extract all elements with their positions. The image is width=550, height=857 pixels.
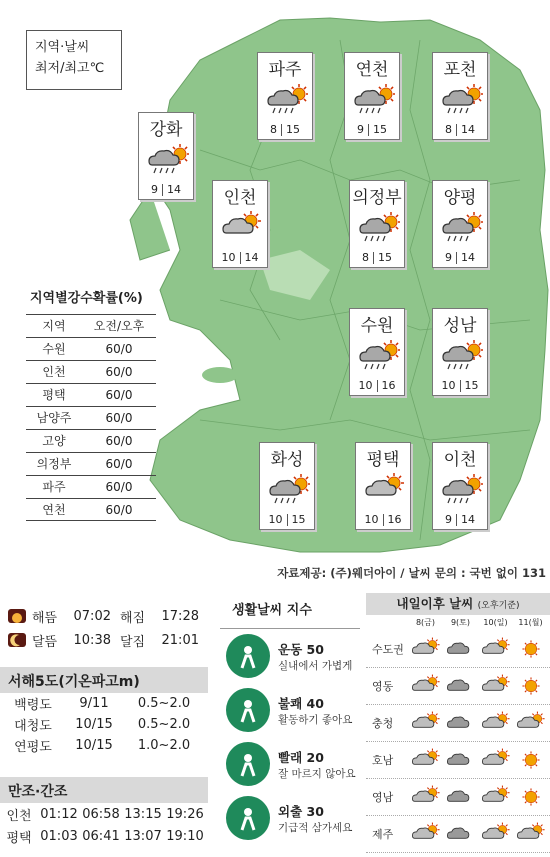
rain-region: 의정부 — [36, 457, 72, 471]
rain-region: 평택 — [42, 388, 66, 402]
rain-probability: 60/0 — [105, 388, 133, 402]
wave-height: 1.0~2.0 — [137, 738, 191, 753]
forecast-day: 11(월) — [518, 618, 543, 627]
island-name: 대청도 — [14, 719, 52, 734]
life-index-text — [278, 748, 356, 781]
city-name: 성남 — [443, 316, 477, 336]
rain-table-header — [26, 314, 156, 337]
rain-region: 연천 — [42, 503, 66, 517]
city-card — [432, 180, 488, 268]
table-row — [0, 693, 208, 714]
tide-location: 평택 — [6, 830, 32, 846]
rain-probability: 60/0 — [105, 434, 133, 448]
city-card — [349, 308, 405, 396]
cloud-sun-icon — [478, 782, 513, 812]
city-card — [432, 52, 488, 140]
moonrise-label: 달뜸 — [32, 634, 58, 650]
rain-probability-table — [26, 287, 156, 521]
city-card — [259, 442, 315, 530]
forecast-day: 9(토) — [450, 618, 471, 627]
sunrise-time: 07:02 — [73, 608, 111, 624]
city-name: 인천 — [223, 188, 257, 208]
cloud-sun-icon — [408, 782, 443, 812]
forecast-region: 호남 — [372, 754, 394, 767]
rain-sun-icon — [441, 339, 483, 371]
city-low-temp: 9 — [445, 513, 452, 526]
data-credit: 자료제공: (주)웨더아이 / 날씨 문의 : 국번 없이 131 — [277, 566, 546, 580]
city-card — [344, 52, 400, 140]
city-name: 연천 — [355, 60, 389, 80]
city-name: 수원 — [360, 316, 394, 336]
table-row — [366, 668, 550, 705]
city-name: 파주 — [268, 60, 302, 80]
city-low-temp: 10 — [441, 379, 456, 392]
cloud-icon — [443, 782, 478, 812]
city-high-temp: 14 — [461, 251, 475, 264]
city-card — [432, 308, 488, 396]
city-name: 평택 — [366, 450, 400, 470]
rain-sun-icon — [441, 473, 483, 505]
moon-row — [8, 628, 208, 652]
rain-probability: 60/0 — [105, 342, 133, 356]
rain-probability: 60/0 — [105, 365, 133, 379]
life-index-desc: 잘 마르지 않아요 — [278, 767, 356, 780]
cloud-sun-icon — [513, 819, 548, 849]
city-low-temp: 9 — [445, 251, 452, 264]
city-high-temp: 15 — [286, 123, 300, 136]
city-card — [349, 180, 405, 268]
cloud-sun-icon — [513, 708, 548, 738]
list-item — [220, 683, 360, 737]
sun-icon — [8, 609, 26, 623]
city-card — [138, 112, 194, 200]
city-temps — [213, 251, 267, 264]
rain-probability: 60/0 — [105, 457, 133, 471]
city-low-temp: 10 — [268, 513, 283, 526]
island-temp: 9/11 — [79, 696, 109, 711]
table-row — [366, 742, 550, 779]
cloud-icon — [443, 671, 478, 701]
table-row — [0, 803, 208, 825]
future-forecast-panel — [366, 593, 550, 853]
city-high-temp: 14 — [244, 251, 259, 264]
life-index-desc: 활동하기 좋아요 — [278, 713, 353, 726]
tide-table — [0, 803, 208, 847]
city-low-temp: 10 — [221, 251, 236, 264]
city-temps — [260, 513, 314, 526]
life-index-text — [278, 802, 352, 835]
life-index-title: 생활날씨 지수 — [220, 593, 360, 629]
city-high-temp: 15 — [378, 251, 392, 264]
city-high-temp: 15 — [291, 513, 306, 526]
city-temps — [139, 183, 193, 196]
island-name: 연평도 — [14, 740, 52, 755]
forecast-day: 8(금) — [415, 618, 436, 627]
city-low-temp: 10 — [358, 379, 373, 392]
cloud-sun-icon — [478, 634, 513, 664]
city-high-temp: 15 — [464, 379, 479, 392]
table-row — [26, 429, 156, 452]
legend-line-2: 최저/최고℃ — [35, 61, 105, 76]
rain-region: 파주 — [42, 480, 66, 494]
table-row — [366, 816, 550, 853]
city-low-temp: 8 — [362, 251, 369, 264]
table-row — [0, 735, 208, 756]
cloud-icon — [443, 634, 478, 664]
city-card — [212, 180, 268, 268]
outing-icon — [226, 796, 270, 840]
life-index-name: 외출 30 — [278, 803, 324, 819]
city-low-temp: 8 — [270, 123, 277, 136]
sunset-label: 해짐 — [120, 610, 146, 626]
city-high-temp: 14 — [461, 123, 475, 136]
tide-time: 19:10 — [166, 828, 204, 844]
city-high-temp: 16 — [387, 513, 402, 526]
city-low-temp: 9 — [151, 183, 158, 196]
life-index-name: 빨래 20 — [278, 749, 324, 765]
rain-sun-icon — [441, 83, 483, 115]
future-rows — [366, 631, 550, 853]
rain-sun-icon — [147, 143, 189, 175]
future-subtitle: (오후기준) — [477, 601, 520, 611]
city-low-temp: 8 — [445, 123, 452, 136]
table-row — [26, 475, 156, 498]
city-card — [432, 442, 488, 530]
island-temp: 10/15 — [75, 738, 113, 753]
rain-table-header-region: 지역 — [42, 319, 66, 333]
cloud-icon — [443, 708, 478, 738]
life-index-name: 운동 50 — [278, 641, 324, 657]
city-high-temp: 14 — [461, 513, 475, 526]
rain-sun-icon — [268, 473, 310, 505]
city-name: 화성 — [270, 450, 304, 470]
cloud-sun-icon — [408, 671, 443, 701]
sun-row — [8, 604, 208, 628]
city-high-temp: 16 — [381, 379, 396, 392]
city-high-temp: 14 — [167, 183, 181, 196]
life-index-desc: 실내에서 가볍게 — [278, 659, 353, 672]
city-temps — [433, 123, 487, 136]
moonset-time: 21:01 — [161, 632, 199, 648]
rain-region: 남양주 — [36, 411, 72, 425]
rain-probability: 60/0 — [105, 503, 133, 517]
sea-section-title: 서해5도(기온파고m) — [0, 667, 208, 693]
table-row — [366, 631, 550, 668]
sun-moon-times — [8, 604, 208, 652]
table-row — [0, 825, 208, 847]
forecast-day: 10(일) — [483, 618, 508, 627]
city-temps — [350, 379, 404, 392]
wave-height: 0.5~2.0 — [137, 696, 191, 711]
future-title-text: 내일이후 날씨 — [396, 596, 474, 611]
list-item — [220, 791, 360, 845]
sun-icon — [513, 782, 548, 812]
table-row — [26, 383, 156, 406]
island-name: 백령도 — [14, 698, 52, 713]
rain-sun-icon — [353, 83, 395, 115]
rain-region: 수원 — [42, 342, 66, 356]
city-name: 의정부 — [352, 188, 402, 208]
map-legend — [26, 30, 122, 90]
future-title — [366, 593, 550, 615]
cloud-icon — [443, 819, 478, 849]
sunrise-label: 해뜸 — [32, 610, 58, 626]
city-name: 이천 — [443, 450, 477, 470]
rain-sun-icon — [441, 211, 483, 243]
table-row — [26, 337, 156, 360]
tide-section-title: 만조·간조 — [0, 777, 208, 803]
tide-time: 01:12 — [40, 806, 78, 822]
rain-table-title: 지역별강수확률(%) — [30, 291, 143, 306]
cloud-sun-icon — [478, 745, 513, 775]
cloud-sun-icon — [408, 708, 443, 738]
cloud-sun-icon — [408, 634, 443, 664]
rain-sun-icon — [358, 339, 400, 371]
city-temps — [433, 513, 487, 526]
moon-icon — [8, 633, 26, 647]
rain-region: 인천 — [42, 365, 66, 379]
rain-sun-icon — [358, 211, 400, 243]
legend-line-1: 지역·날씨 — [35, 40, 90, 55]
moonrise-time: 10:38 — [73, 632, 111, 648]
rain-table-header-ampm: 오전/오후 — [93, 319, 145, 333]
city-card — [355, 442, 411, 530]
forecast-region: 영동 — [372, 680, 394, 693]
tide-location: 인천 — [6, 808, 32, 824]
sun-icon — [513, 671, 548, 701]
rain-table-rows — [26, 337, 156, 521]
tide-time: 06:41 — [82, 828, 120, 844]
rain-sun-icon — [266, 83, 308, 115]
tide-time: 06:58 — [82, 806, 120, 822]
table-row — [26, 452, 156, 475]
tide-time: 13:15 — [124, 806, 162, 822]
rain-probability: 60/0 — [105, 411, 133, 425]
forecast-region: 영남 — [372, 791, 394, 804]
table-row — [26, 406, 156, 429]
sun-icon — [513, 745, 548, 775]
life-index-panel — [220, 593, 360, 845]
city-temps — [433, 379, 487, 392]
table-row — [366, 779, 550, 816]
tide-time: 19:26 — [166, 806, 204, 822]
city-temps — [350, 251, 404, 264]
city-high-temp: 15 — [373, 123, 387, 136]
life-index-items — [220, 629, 360, 845]
table-row — [26, 498, 156, 521]
tide-time: 01:03 — [40, 828, 78, 844]
discomfort-icon — [226, 688, 270, 732]
sea-table — [0, 693, 208, 756]
forecast-region: 제주 — [372, 828, 394, 841]
list-item — [220, 629, 360, 683]
cloud-sun-icon — [478, 819, 513, 849]
city-temps — [433, 251, 487, 264]
cloud-sun-icon — [408, 745, 443, 775]
cloud-sun-icon — [221, 211, 263, 243]
cloud-sun-icon — [478, 671, 513, 701]
rain-region: 고양 — [42, 434, 66, 448]
city-name: 양평 — [443, 188, 477, 208]
city-temps — [345, 123, 399, 136]
city-temps — [258, 123, 312, 136]
sun-icon — [513, 634, 548, 664]
list-item — [220, 737, 360, 791]
life-index-name: 불쾌 40 — [278, 695, 324, 711]
tide-time: 13:07 — [124, 828, 162, 844]
city-low-temp: 9 — [357, 123, 364, 136]
forecast-region: 충청 — [372, 717, 394, 730]
life-index-text — [278, 694, 352, 727]
rain-probability: 60/0 — [105, 480, 133, 494]
city-name: 포천 — [443, 60, 477, 80]
cloud-sun-icon — [408, 819, 443, 849]
cloud-sun-icon — [478, 708, 513, 738]
cloud-sun-icon — [364, 473, 406, 505]
cloud-icon — [443, 745, 478, 775]
table-row — [0, 714, 208, 735]
life-index-desc: 기급적 삼가세요 — [278, 821, 353, 834]
city-temps — [356, 513, 410, 526]
exercise-icon — [226, 634, 270, 678]
table-row — [26, 360, 156, 383]
life-index-text — [278, 640, 352, 673]
city-card — [257, 52, 313, 140]
island-temp: 10/15 — [75, 717, 113, 732]
city-low-temp: 10 — [364, 513, 379, 526]
forecast-region: 수도권 — [372, 643, 404, 656]
future-days — [366, 617, 550, 631]
sunset-time: 17:28 — [161, 608, 199, 624]
moonset-label: 달짐 — [120, 634, 146, 650]
table-row — [366, 705, 550, 742]
city-name: 강화 — [149, 120, 183, 140]
laundry-icon — [226, 742, 270, 786]
wave-height: 0.5~2.0 — [137, 717, 191, 732]
